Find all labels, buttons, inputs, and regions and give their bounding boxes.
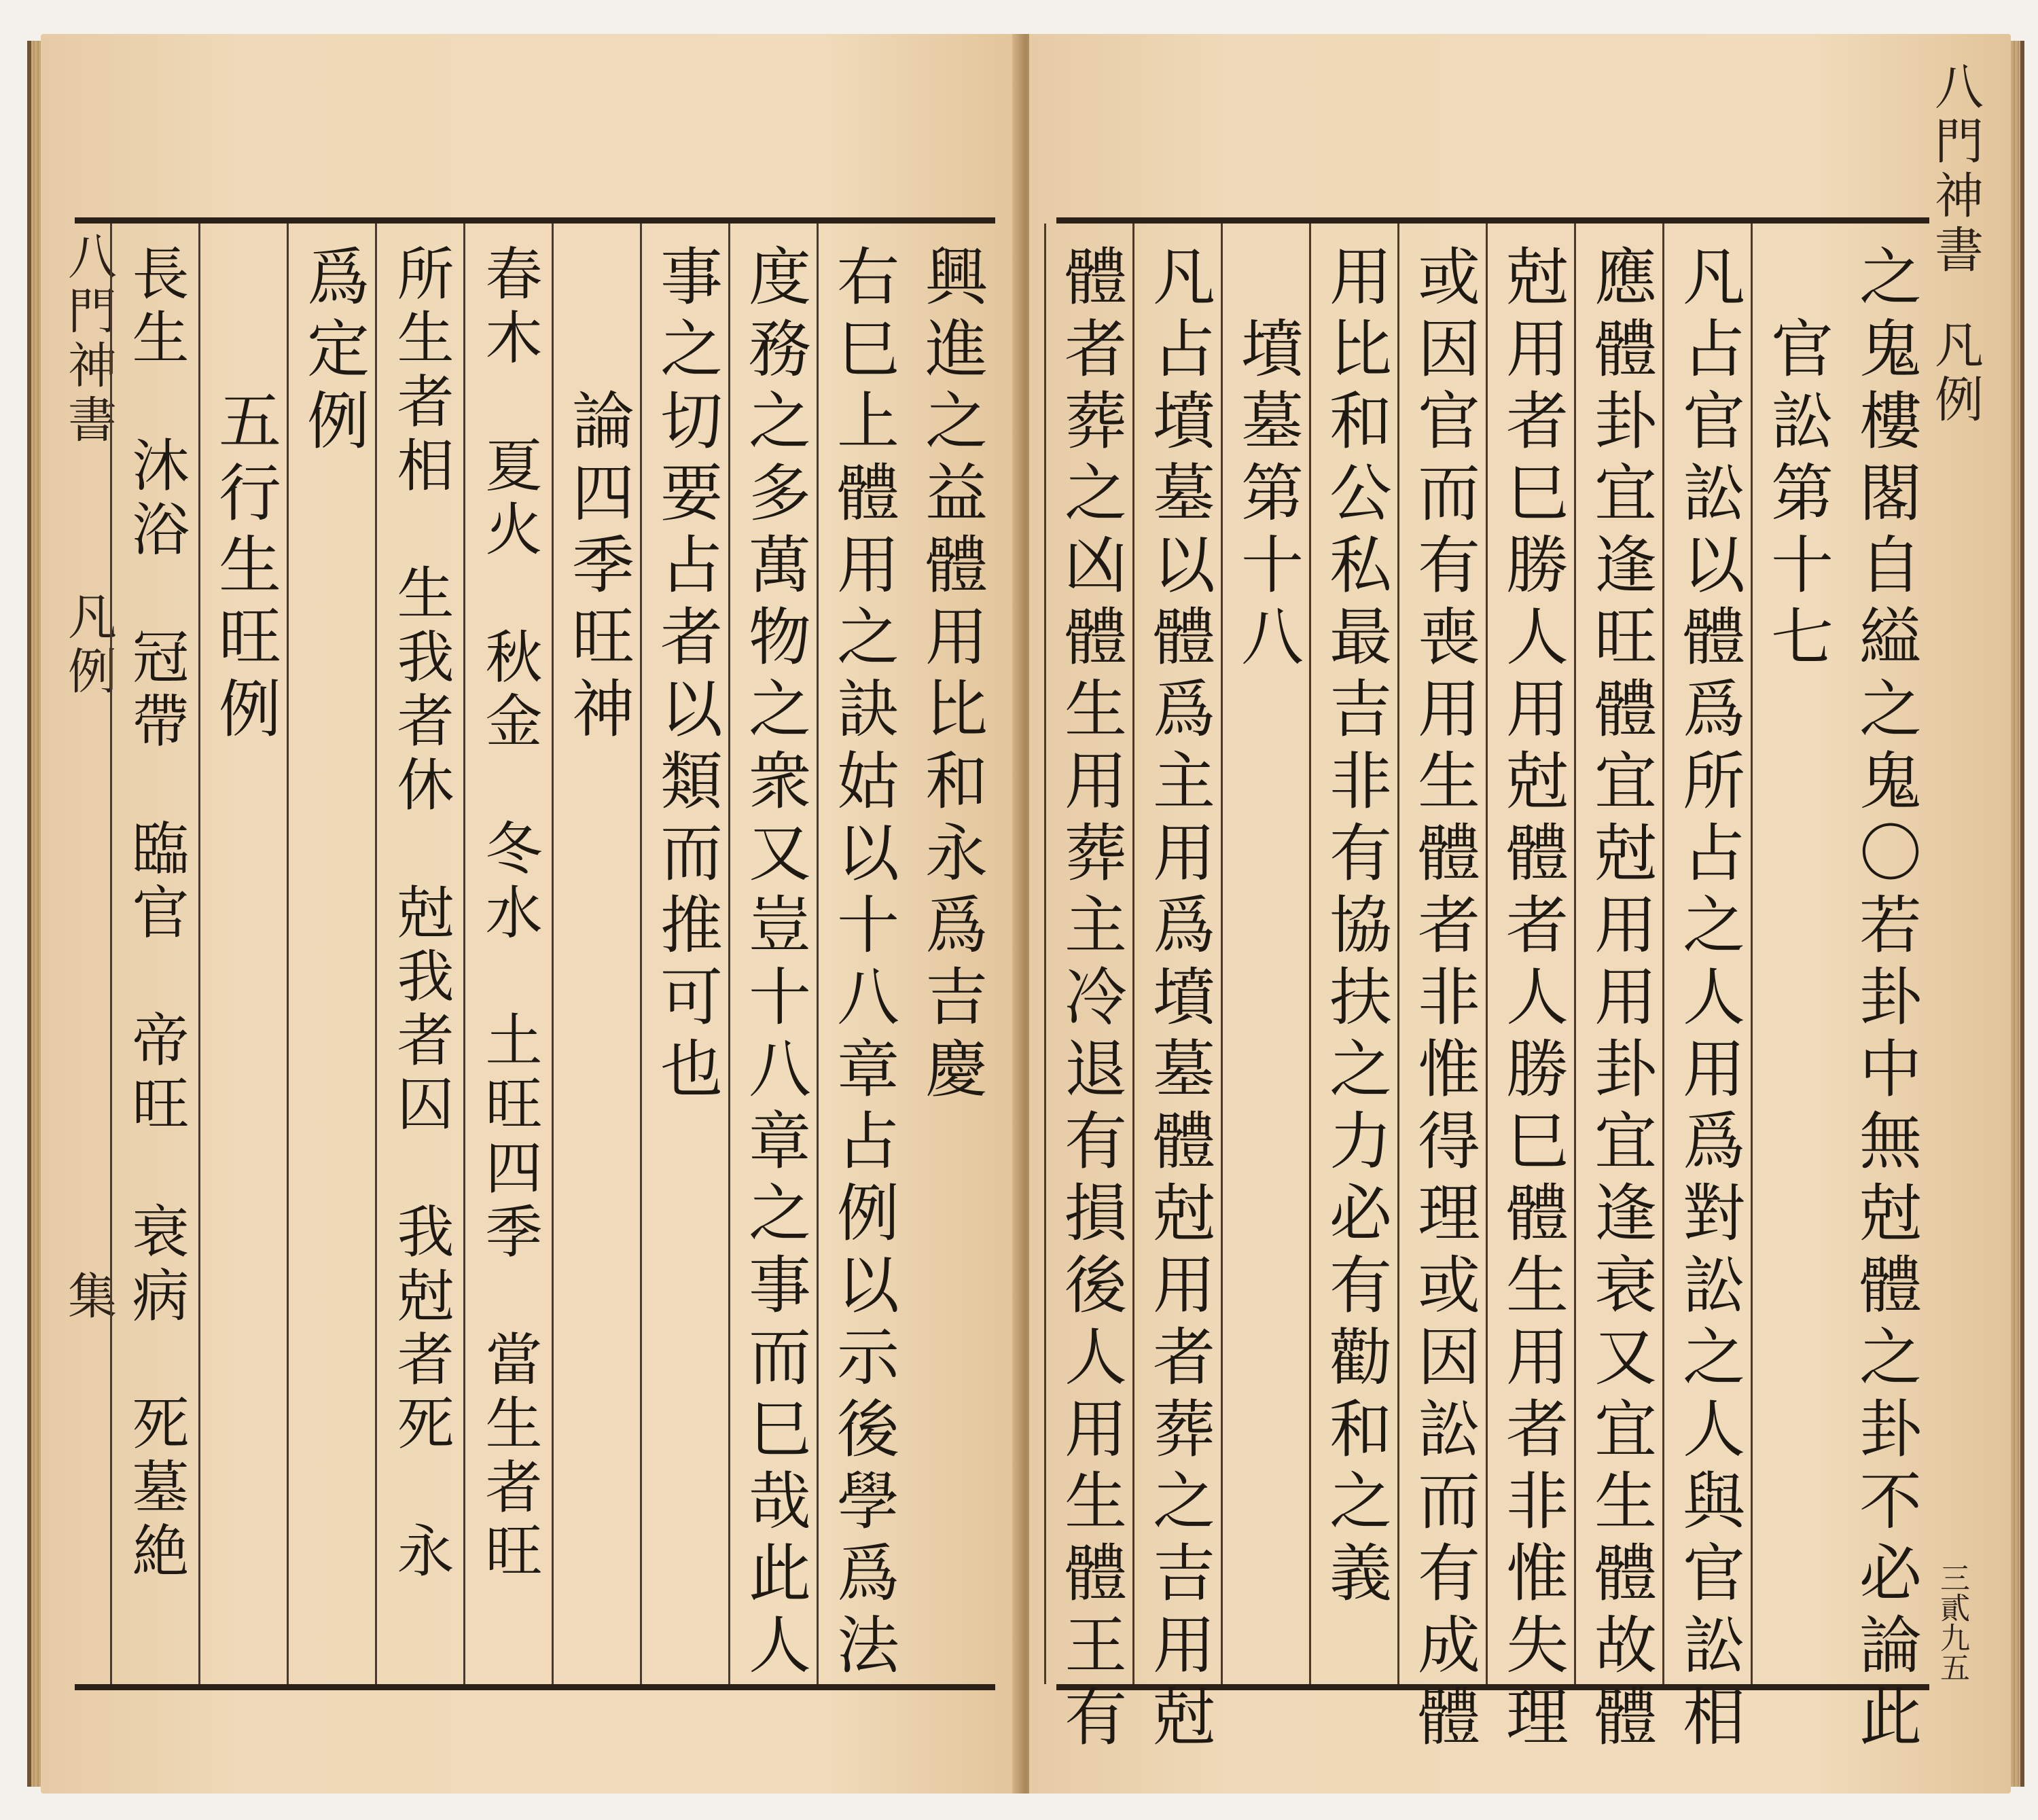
page-number: 三貳九五 bbox=[1935, 1563, 1969, 1682]
text-column bbox=[1397, 224, 1488, 1756]
left-page bbox=[41, 34, 1022, 1794]
text-column bbox=[728, 224, 819, 1684]
text-column bbox=[463, 224, 554, 1684]
left-margin-foot: 集 bbox=[60, 1270, 117, 1325]
column-text: 爲定例 bbox=[297, 244, 370, 460]
text-column bbox=[375, 224, 465, 1684]
column-text: 凡占墳墓以體爲主用爲墳墓體尅用者葬之吉用尅 bbox=[1143, 244, 1215, 1756]
open-book bbox=[41, 34, 2011, 1794]
column-text: 應體卦宜逢旺體宜尅用用卦宜逢衰又宜生體故體 bbox=[1584, 244, 1657, 1756]
text-column bbox=[1662, 224, 1753, 1756]
right-margin-title: 八門神書 bbox=[1927, 61, 1984, 279]
right-text-frame bbox=[1054, 217, 1929, 1756]
section-heading: 論四季旺神 bbox=[562, 244, 634, 748]
column-text: 體者葬之凶體生用葬主冷退有損後人用生體王有 bbox=[1054, 244, 1127, 1756]
left-text-frame bbox=[75, 217, 995, 1690]
text-column bbox=[1309, 224, 1399, 1684]
section-heading-column bbox=[1221, 224, 1311, 1684]
column-text: 長生 沐浴 冠帶 臨官 帝旺 衰病 死墓絶 bbox=[123, 244, 190, 1585]
section-heading: 墳墓第十八 bbox=[1231, 244, 1304, 676]
column-text: 之鬼樓閣自縊之鬼〇若卦中無尅體之卦不必論此 bbox=[1849, 244, 1922, 1756]
section-heading: 官訟第十七 bbox=[1761, 244, 1834, 676]
column-text: 用比和公私最吉非有協扶之力必有勸和之義 bbox=[1319, 244, 1392, 1612]
text-column bbox=[1132, 224, 1223, 1756]
text-column bbox=[287, 224, 377, 1684]
column-text: 興進之益體用比和永爲吉慶 bbox=[915, 244, 988, 1108]
text-column bbox=[640, 224, 730, 1684]
section-heading-column bbox=[552, 224, 642, 1684]
right-margin-section: 凡例 bbox=[1927, 319, 1984, 428]
column-text: 所生者相 生我者休 尅我者囚 我尅者死 永 bbox=[388, 244, 454, 1585]
section-heading-column bbox=[1751, 224, 1841, 1684]
column-text: 或因官而有喪用生體者非惟得理或因訟而有成體 bbox=[1408, 244, 1480, 1756]
left-margin-title: 八門神書 bbox=[60, 231, 117, 448]
right-page bbox=[1029, 34, 2011, 1794]
text-column bbox=[1486, 224, 1576, 1756]
text-column bbox=[1044, 224, 1134, 1756]
section-heading-column bbox=[198, 224, 289, 1684]
column-text: 右巳上體用之訣姑以十八章占例以示後學爲法 bbox=[827, 244, 899, 1684]
text-column bbox=[1574, 224, 1664, 1756]
column-text: 尅用者巳勝人用尅體者人勝巳體生用者非惟失理 bbox=[1496, 244, 1569, 1756]
column-text: 事之切要占者以類而推可也 bbox=[650, 244, 723, 1108]
left-margin-section: 凡例 bbox=[60, 591, 117, 700]
column-text: 凡占官訟以體爲所占之人用爲對訟之人與官訟相 bbox=[1673, 244, 1745, 1756]
section-heading: 五行生旺例 bbox=[209, 244, 281, 748]
text-column bbox=[817, 224, 907, 1684]
text-column bbox=[110, 224, 200, 1684]
column-text: 春木 夏火 秋金 冬水 土旺四季 當生者旺 bbox=[476, 244, 543, 1585]
column-text: 度務之多萬物之衆又豈十八章之事而巳哉此人 bbox=[738, 244, 811, 1684]
text-column bbox=[907, 224, 995, 1684]
text-column bbox=[1841, 224, 1929, 1756]
